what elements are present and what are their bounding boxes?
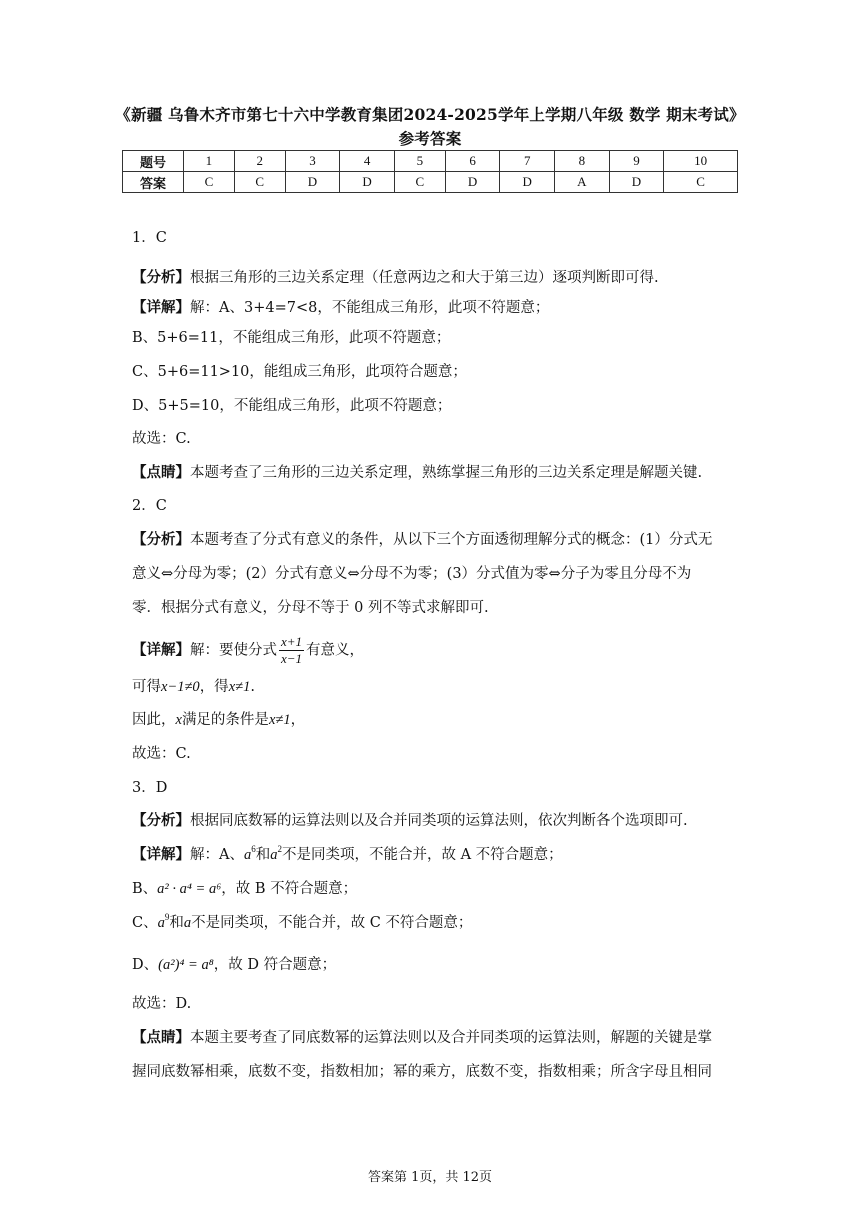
math-base: a bbox=[157, 915, 165, 931]
q1-detail-a bbox=[132, 298, 549, 318]
row-label-numbers: 题号 bbox=[123, 151, 184, 172]
q1-heading: 1．C bbox=[132, 230, 167, 246]
row-label-answers: 答案 bbox=[123, 172, 184, 193]
document-subtitle: 参考答案 bbox=[398, 129, 462, 148]
table-cell: 2 bbox=[234, 151, 285, 172]
math-base: a bbox=[270, 847, 278, 863]
table-cell: A bbox=[555, 172, 610, 193]
math-expression: x≠1 bbox=[268, 712, 291, 728]
table-cell: D bbox=[285, 172, 340, 193]
text: ， bbox=[290, 712, 306, 728]
q3-detail-tag: 【详解】 bbox=[132, 846, 190, 863]
table-cell: 10 bbox=[664, 151, 738, 172]
text: ，故 B 不符合题意； bbox=[221, 881, 358, 897]
table-cell: C bbox=[234, 172, 285, 193]
q3-analysis bbox=[132, 811, 688, 831]
q2-choice: 故选：C. bbox=[132, 746, 191, 762]
math-exponent: 2 bbox=[277, 844, 282, 854]
q2-detail-line bbox=[132, 634, 364, 667]
question-number-row bbox=[123, 151, 738, 172]
text: 满足的条件是 bbox=[181, 712, 269, 728]
table-cell: D bbox=[609, 172, 664, 193]
text: 不是同类项，不能合并，故 A 不符合题意； bbox=[281, 847, 563, 863]
table-cell: D bbox=[500, 172, 555, 193]
q1-comment-tag: 【点睛】 bbox=[132, 464, 190, 481]
table-cell: 5 bbox=[394, 151, 445, 172]
q3-option-c bbox=[132, 913, 472, 933]
q1-option-a: 解：A、3+4=7<8，不能组成三角形，此项不符题意； bbox=[190, 300, 550, 316]
table-cell: 6 bbox=[445, 151, 500, 172]
q1-analysis-tag: 【分析】 bbox=[132, 269, 190, 286]
q2-heading: 2．C bbox=[132, 498, 167, 514]
table-cell: 4 bbox=[340, 151, 395, 172]
text: . bbox=[250, 679, 255, 695]
math-expression: x≠1 bbox=[228, 679, 251, 695]
math-exponent: 6 bbox=[251, 844, 256, 854]
q3-option-b bbox=[132, 879, 357, 899]
q3-option-a bbox=[132, 845, 563, 865]
q3-choice: 故选：D. bbox=[132, 996, 192, 1012]
text: 和 bbox=[169, 915, 184, 931]
q3-option-d bbox=[132, 955, 336, 975]
math-expression: x−1≠0 bbox=[161, 679, 200, 695]
q3-comment-text-1: 本题主要考查了同底数幂的运算法则以及合并同类项的运算法则，解题的关键是掌 bbox=[190, 1030, 712, 1046]
q2-conclusion-line bbox=[132, 710, 305, 730]
table-cell: C bbox=[184, 172, 235, 193]
q2-fraction bbox=[279, 634, 304, 667]
q1-comment-text: 本题考查了三角形的三边关系定理，熟练掌握三角形的三边关系定理是解题关键. bbox=[190, 465, 703, 481]
q2-detail-tag: 【详解】 bbox=[132, 641, 190, 659]
table-cell: C bbox=[394, 172, 445, 193]
table-cell: D bbox=[445, 172, 500, 193]
q1-comment bbox=[132, 463, 702, 483]
table-cell: 3 bbox=[285, 151, 340, 172]
math-base: a bbox=[183, 915, 192, 931]
q2-analysis-text-1: 本题考查了分式有意义的条件，从以下三个方面透彻理解分式的概念：(1）分式无 bbox=[190, 532, 713, 548]
math-expression: (a²)⁴ = a⁸ bbox=[158, 957, 214, 973]
text: 解：A、 bbox=[190, 847, 244, 863]
math-expression: a² · a⁴ = a⁶ bbox=[157, 881, 222, 897]
q1-choice: 故选：C. bbox=[132, 431, 191, 447]
text: 不是同类项，不能合并，故 C 不符合题意； bbox=[191, 915, 473, 931]
q3-analysis-tag: 【分析】 bbox=[132, 812, 190, 829]
text: 因此， bbox=[132, 712, 176, 728]
text: ，得 bbox=[199, 679, 229, 695]
text: 可得 bbox=[132, 679, 161, 695]
q3-comment-line-1 bbox=[132, 1028, 712, 1048]
fraction-numerator: x+1 bbox=[281, 634, 303, 649]
q2-detail-pre: 解：要使分式 bbox=[190, 642, 277, 659]
text: D、 bbox=[132, 957, 159, 973]
page-footer: 答案第 1页，共 12页 bbox=[367, 1170, 493, 1185]
q1-analysis-text: 根据三角形的三边关系定理（任意两边之和大于第三边）逐项判断即可得. bbox=[190, 270, 659, 286]
q2-analysis-tag: 【分析】 bbox=[132, 531, 190, 548]
table-cell: D bbox=[340, 172, 395, 193]
q3-comment-tag: 【点睛】 bbox=[132, 1029, 190, 1046]
q2-analysis-line-3: 零．根据分式有意义，分母不等于 0 列不等式求解即可. bbox=[132, 600, 489, 616]
q3-comment-line-2: 握同底数幂相乘，底数不变，指数相加；幂的乘方，底数不变，指数相乘；所含字母且相同 bbox=[132, 1064, 712, 1080]
math-base: a bbox=[243, 847, 252, 863]
text: ，故 D 符合题意； bbox=[213, 957, 337, 973]
text: 和 bbox=[255, 847, 271, 863]
q2-condition-line bbox=[132, 677, 255, 697]
text: C、 bbox=[132, 915, 158, 931]
q1-analysis bbox=[132, 268, 659, 288]
q3-analysis-text: 根据同底数幂的运算法则以及合并同类项的运算法则，依次判断各个选项即可. bbox=[190, 813, 688, 829]
document-title: 《新疆 乌鲁木齐市第七十六中学教育集团2024-2025学年上学期八年级 数学 期末考试》 bbox=[115, 105, 745, 124]
table-cell: 1 bbox=[184, 151, 235, 172]
table-cell: 8 bbox=[555, 151, 610, 172]
answer-row bbox=[123, 172, 738, 193]
q1-option-d: D、5+5=10，不能组成三角形，此项不符题意； bbox=[132, 398, 452, 414]
answer-table bbox=[122, 150, 738, 193]
fraction-denominator: x−1 bbox=[281, 651, 303, 666]
math-exponent: 9 bbox=[164, 912, 170, 922]
math-variable: x bbox=[175, 712, 182, 728]
q1-detail-tag: 【详解】 bbox=[132, 299, 190, 316]
q1-option-c: C、5+6=11>10，能组成三角形，此项符合题意； bbox=[132, 364, 467, 380]
q2-detail-post: 有意义， bbox=[306, 642, 365, 659]
q3-heading: 3．D bbox=[132, 780, 168, 796]
q1-option-b: B、5+6=11，不能组成三角形，此项不符题意； bbox=[132, 330, 451, 346]
table-cell: C bbox=[664, 172, 738, 193]
table-cell: 7 bbox=[500, 151, 555, 172]
text: B、 bbox=[132, 881, 158, 897]
q2-analysis-line-2: 意义⇔分母为零；(2）分式有意义⇔分母不为零；(3）分式值为零⇔分子为零且分母不为 bbox=[132, 566, 692, 582]
q2-analysis-line-1 bbox=[132, 530, 712, 550]
table-cell: 9 bbox=[609, 151, 664, 172]
